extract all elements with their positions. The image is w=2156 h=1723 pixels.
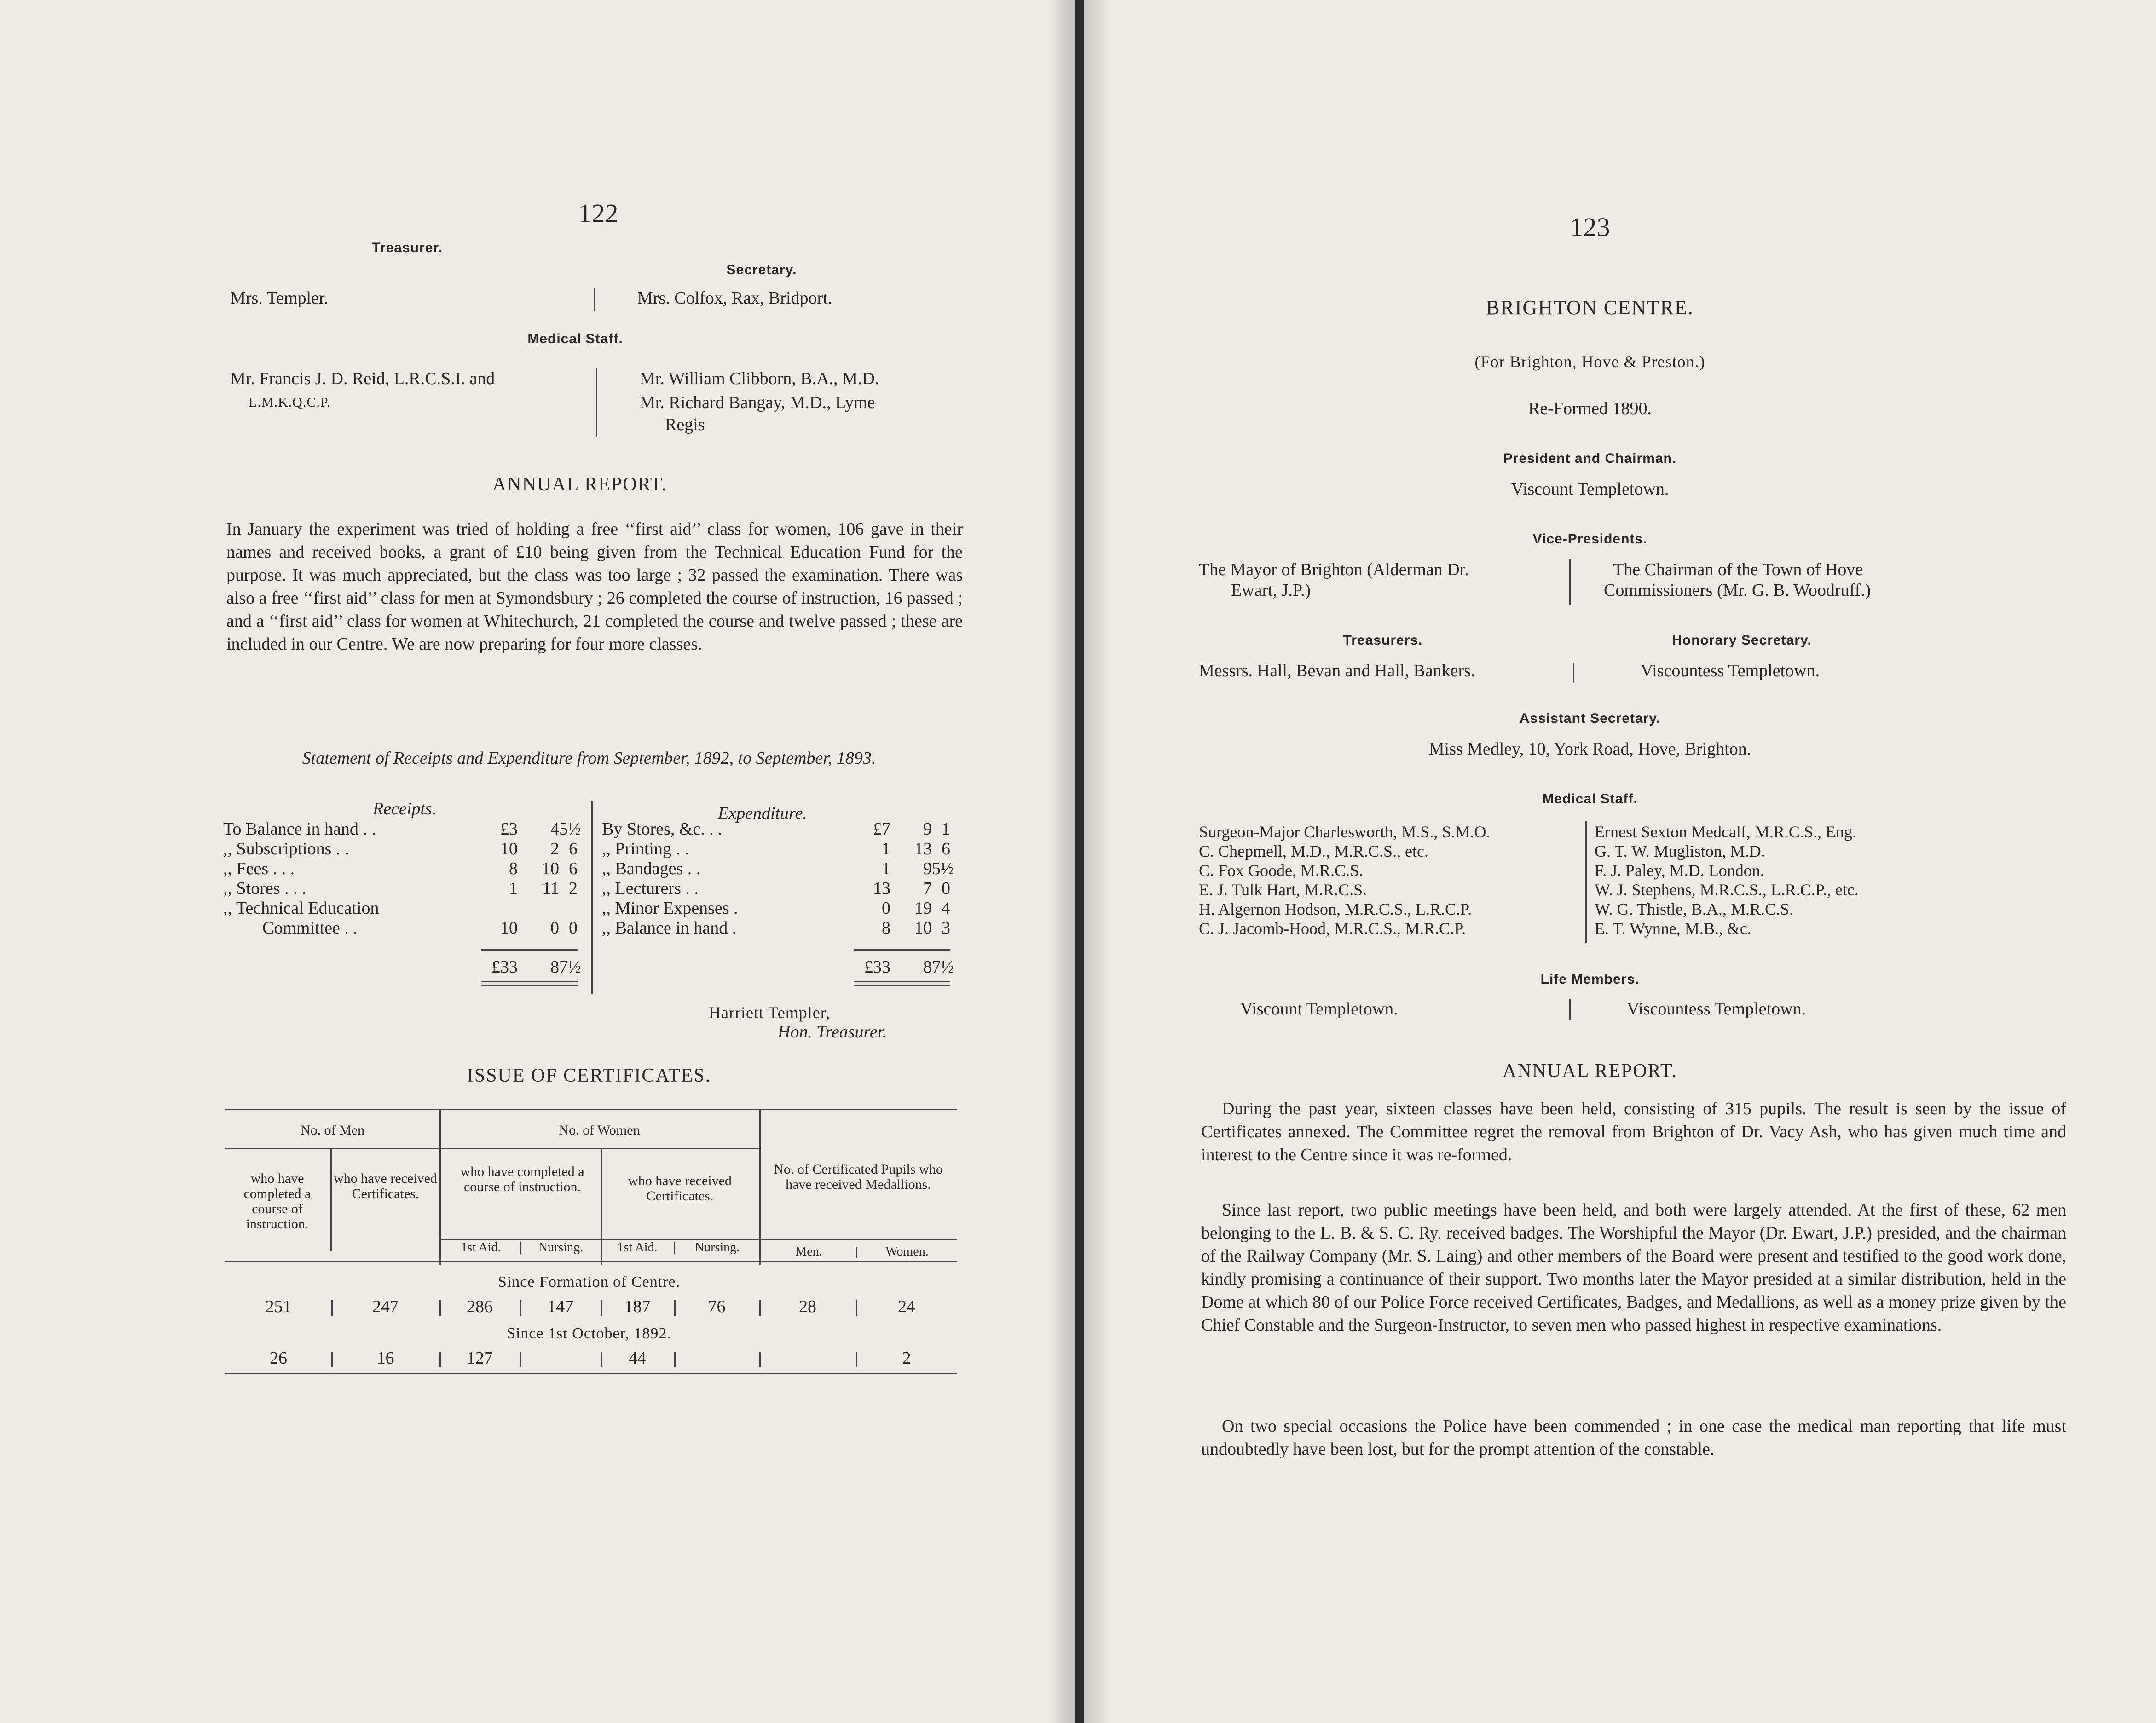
divider	[520, 1352, 521, 1367]
amount-shillings: 13	[914, 839, 932, 859]
account-row	[602, 918, 736, 938]
staff-member: Ernest Sexton Medcalf, M.R.C.S., Eng.	[1595, 823, 1856, 841]
medical-right-line: Mr. William Clibborn, B.A., M.D.	[640, 369, 879, 388]
staff-member: H. Algernon Hodson, M.R.C.S., L.R.C.P.	[1199, 900, 1472, 918]
right-page	[1084, 0, 2156, 1723]
account-label: ,, Minor Expenses .	[602, 899, 738, 918]
amount-pounds: 8	[882, 918, 890, 938]
treasurer-heading: Treasurer.	[372, 240, 443, 255]
medical-left-line: Mr. Francis J. D. Reid, L.R.C.S.I. and	[230, 369, 495, 388]
amount-shillings: 7	[923, 879, 932, 898]
life-member: Viscount Templetown.	[1240, 999, 1398, 1019]
signature-title: Hon. Treasurer.	[778, 1022, 887, 1042]
women-received: who have received Certificates.	[628, 1173, 732, 1204]
staff-member: C. Chepmell, M.D., M.R.C.S., etc.	[1199, 842, 1429, 860]
annual-paragraph: Since last report, two public meetings have been held, and both were largely attended. At the first of these, 62 men belonging to the L. B. & S. C. Ry. received badges. The Worshipful the Mayor (Dr. Ewart, J.P.) presided, and the chairman of the Railway Company (Mr. S. Laing) and other members of the Board were present and testified to the good work done, kindly promising a continuance of their support. Two months later the Mayor presided at a similar distribution, held in the Dome at which 80 of our Police Force received Certificates, Badges, and Medallions, as well as a money prize given by the Chief Constable and the Surgeon-Instructor, to seven men who passed highest in respective examinations.	[1201, 1200, 2066, 1335]
treasurers-heading: Treasurers.	[1343, 633, 1423, 648]
amount-shillings: 0	[550, 918, 559, 938]
expenditure-heading: Expenditure.	[718, 804, 807, 823]
table-cell: 28	[799, 1297, 816, 1316]
divider	[439, 1300, 441, 1316]
account-row	[602, 878, 699, 899]
men-completed: who have completed a course of instruction.	[243, 1171, 311, 1232]
account-row	[602, 859, 700, 879]
divider	[591, 801, 593, 994]
annual-report-heading: ANNUAL REPORT.	[492, 474, 668, 495]
divider	[1569, 559, 1571, 605]
amount-pounds: £7	[873, 819, 890, 839]
nursing-label: Nursing.	[538, 1240, 584, 1255]
secretary-name: Mrs. Colfox, Rax, Bridport.	[637, 288, 832, 308]
table-cell: 247	[372, 1297, 399, 1316]
account-label: ,, Fees . . .	[223, 859, 295, 878]
page-number: 122	[578, 198, 618, 228]
amount-pounds: 1	[882, 859, 890, 878]
divider	[674, 1352, 676, 1367]
account-row	[223, 898, 379, 918]
account-row	[262, 918, 358, 938]
receipts-heading: Receipts.	[373, 799, 437, 818]
account-row	[602, 898, 738, 918]
staff-member: F. J. Paley, M.D. London.	[1595, 861, 1764, 880]
president-name: Viscount Templetown.	[1511, 479, 1669, 499]
divider	[601, 1300, 602, 1316]
women-sub-label: Women.	[885, 1245, 929, 1259]
men-sub-label: Men.	[795, 1245, 822, 1259]
staff-member: C. Fox Goode, M.R.C.S.	[1199, 861, 1364, 880]
divider	[856, 1352, 857, 1367]
vice-left-line: The Mayor of Brighton (Alderman Dr.	[1199, 560, 1469, 579]
amount-pence: 3	[942, 918, 950, 938]
divider	[759, 1300, 761, 1316]
amount-pounds: 8	[509, 859, 518, 878]
account-row	[602, 819, 723, 839]
nursing-label: Nursing.	[694, 1240, 740, 1255]
amount-shillings: 4	[550, 819, 559, 839]
amount-pence: 0	[942, 879, 950, 898]
table-cell: 127	[467, 1348, 493, 1368]
rule	[481, 985, 578, 986]
amount-pence: 1	[942, 819, 950, 839]
divider	[1573, 663, 1574, 683]
account-row	[223, 878, 306, 899]
medallion-header: No. of Certificated Pupils who have received Medallions.	[774, 1162, 943, 1192]
account-row	[223, 819, 376, 839]
amount-pence: 5½	[559, 819, 581, 839]
vice-presidents-heading: Vice-Presidents.	[1532, 531, 1647, 547]
secretary-heading: Secretary.	[726, 262, 797, 277]
amount-pence: 0	[569, 918, 578, 938]
treasurer-name: Mrs. Templer.	[230, 288, 329, 308]
divider	[674, 1300, 676, 1316]
account-label: By Stores, &c. . .	[602, 819, 723, 839]
divider	[856, 1300, 857, 1316]
table-cell: 2	[902, 1348, 911, 1368]
life-members-heading: Life Members.	[1540, 972, 1640, 987]
amount-pence: 2	[569, 879, 578, 898]
table-cell: 26	[270, 1348, 287, 1368]
amount-shillings: 9	[923, 819, 932, 839]
amount-pounds: 1	[509, 879, 518, 898]
account-row	[602, 839, 689, 859]
divider	[594, 288, 595, 311]
certificates-heading: ISSUE OF CERTIFICATES.	[467, 1065, 711, 1086]
divider	[1585, 821, 1587, 943]
annual-paragraph: During the past year, sixteen classes have been held, consisting of 315 pupils. The result is seen by the issue of Certificates annexed. The Committee regret the removal from Brighton of Dr. Vacy Ash, who has given much time and interest to the Centre since it was re-formed.	[1201, 1099, 2066, 1164]
account-row	[223, 859, 295, 879]
divider	[331, 1352, 333, 1367]
divider	[520, 1300, 521, 1316]
vice-right-line: Commissioners (Mr. G. B. Woodruff.)	[1604, 581, 1871, 600]
annual-report-text: In January the experiment was tried of holding a free ‘‘first aid’’ class for women, 106 gave in their names and received books, a grant of £10 being given from the Technical Education Fund for the purpose. It was much appreciated, but the class was too large ; 32 passed the examination. There was also a free ‘‘first aid’’ class for men at Symondsbury ; 26 completed the course of instruction, 16 passed ; and a ‘‘first aid’’ class for women at Whitechurch, 21 completed the course and twelve passed ; these are included in our Centre. We are now preparing for four more classes.	[226, 519, 963, 654]
account-label: ,, Stores . . .	[223, 879, 306, 898]
table-cell: 251	[265, 1297, 292, 1316]
account-label: ,, Bandages . .	[602, 859, 701, 878]
rule	[481, 981, 578, 982]
staff-member: E. T. Wynne, M.B., &c.	[1595, 919, 1751, 938]
account-label: ,, Printing . .	[602, 839, 689, 859]
amount-pence: 4	[942, 899, 950, 918]
amount-pence: 6	[569, 859, 578, 878]
vice-right-line: The Chairman of the Town of Hove	[1613, 560, 1863, 579]
signature-name: Harriett Templer,	[709, 1003, 831, 1022]
divider	[596, 368, 597, 437]
table-cell: 24	[898, 1297, 915, 1316]
reformed-date: Re-Formed 1890.	[1528, 399, 1652, 418]
rule	[854, 949, 950, 951]
divider	[331, 1300, 333, 1316]
amount-pence: 5½	[932, 859, 954, 878]
life-member: Viscountess Templetown.	[1627, 999, 1806, 1019]
statement-heading: Statement of Receipts and Expenditure from September, 1892, to September, 1893.	[302, 749, 876, 768]
divider	[1569, 999, 1571, 1020]
divider	[759, 1352, 761, 1367]
amount-pounds: 10	[500, 918, 518, 938]
amount-pounds: 13	[873, 879, 890, 898]
rule	[854, 981, 950, 982]
table-cell: 44	[629, 1348, 646, 1368]
amount-shillings: 19	[914, 899, 932, 918]
page-number: 123	[1570, 212, 1610, 242]
table-cell: 187	[624, 1297, 651, 1316]
women-completed: who have completed a course of instruction.	[460, 1164, 584, 1194]
account-label: Committee . .	[262, 918, 358, 938]
women-header: No. of Women	[559, 1123, 640, 1138]
divider	[439, 1352, 441, 1367]
vice-left-line: Ewart, J.P.)	[1231, 581, 1311, 600]
asst-sec-heading: Assistant Secretary.	[1519, 711, 1661, 726]
divider	[601, 1352, 602, 1367]
staff-member: Surgeon-Major Charlesworth, M.S., S.M.O.	[1199, 823, 1491, 841]
asst-sec-name: Miss Medley, 10, York Road, Hove, Brighton.	[1428, 739, 1751, 759]
centre-subtitle: (For Brighton, Hove & Preston.)	[1474, 352, 1705, 371]
staff-member: G. T. W. Mugliston, M.D.	[1595, 842, 1765, 860]
account-label: ,, Technical Education	[223, 899, 379, 918]
men-header: No. of Men	[300, 1123, 365, 1138]
account-label: ,, Balance in hand .	[602, 918, 737, 938]
amount-shillings: 9	[923, 859, 932, 878]
since-formation-label: Since Formation of Centre.	[497, 1274, 681, 1291]
table-cell: 16	[376, 1348, 394, 1368]
medical-right-line: Regis	[665, 415, 705, 434]
first-aid-label: 1st Aid.	[461, 1240, 501, 1255]
amount-pence: 6	[569, 839, 578, 859]
annual-report-heading: ANNUAL REPORT.	[1502, 1060, 1678, 1082]
account-row	[223, 839, 349, 859]
medical-heading: Medical Staff.	[1542, 791, 1638, 807]
table-cell: 76	[708, 1297, 726, 1316]
men-received: who have received Certificates.	[334, 1171, 437, 1201]
table-cell: 286	[467, 1297, 493, 1316]
staff-member: W. G. Thistle, B.A., M.R.C.S.	[1595, 900, 1794, 918]
amount-shillings: 11	[542, 879, 559, 898]
amount-pounds: 1	[882, 839, 890, 859]
account-label: ,, Subscriptions . .	[223, 839, 349, 859]
table-cell: 147	[547, 1297, 573, 1316]
amount-pounds: 0	[882, 899, 890, 918]
amount-pounds: £3	[500, 819, 518, 839]
amount-shillings: 10	[914, 918, 932, 938]
account-label: To Balance in hand . .	[223, 819, 376, 839]
since-october-label: Since 1st October, 1892.	[507, 1325, 671, 1342]
annual-paragraph: On two special occasions the Police have been commended ; in one case the medical man reporting that life must undoubtedly have been lost, but for the prompt attention of the constable.	[1201, 1417, 2066, 1459]
staff-member: W. J. Stephens, M.R.C.S., L.R.C.P., etc.	[1595, 881, 1859, 899]
amount-pence: 6	[942, 839, 950, 859]
amount-shillings: 2	[550, 839, 559, 859]
rule	[854, 985, 950, 986]
staff-member: C. J. Jacomb-Hood, M.R.C.S., M.R.C.P.	[1199, 919, 1466, 938]
rule	[481, 949, 578, 951]
hon-sec-heading: Honorary Secretary.	[1672, 633, 1812, 648]
amount-pounds: 10	[500, 839, 518, 859]
account-label: ,, Lecturers . .	[602, 879, 699, 898]
president-heading: President and Chairman.	[1503, 451, 1677, 466]
staff-member: E. J. Tulk Hart, M.R.C.S.	[1199, 881, 1367, 899]
centre-title: BRIGHTON CENTRE.	[1486, 296, 1694, 319]
medical-right-line: Mr. Richard Bangay, M.D., Lyme	[640, 393, 875, 412]
medical-left-line: L.M.K.Q.C.P.	[249, 395, 331, 410]
hon-sec-name: Viscountess Templetown.	[1641, 661, 1820, 680]
medical-staff-heading: Medical Staff.	[527, 331, 623, 346]
left-page: 122 Treasurer. Secretary. Mrs. Templer. Mrs. Colfox, Rax, Bridport. Medical Staff. Mr. Francis J. D. Reid, L.R.C.S.I. and L.M.K.Q.C.P. Mr. William Clibborn, B.A., M.D. Mr. Richard Bangay, M.D., Lyme Regis ANNUAL REPORT. In January the experiment was tried of holding a free ‘‘first aid’’ class for women, 106 gave in their names and received books, a grant of £10 being given from the Technical Education Fund for the purpose. It was much appreciated, but the class was too large ; 32 passed the examination. There was also a free ‘‘first aid’’ class for men at Symondsbury ; 26 completed the course of instruction, 16 passed ; and a ‘‘first aid’’ class for women at Whitechurch, 21 completed the course and twelve passed ; these are included in our Centre. We are now preparing for four more classes. Statement of Receipts and Expenditure from September, 1892, to September, 1893. Receipts. Expenditure. To Balance in hand . . £3 4 5½ ,, Subscriptions . . 10 2 6 ,, Fees . . . 8 10 6 ,, Stores . . . 1 11 2 ,, Technical Education Committee . . 10 0 0 By Stores, &c. . . £7 9 1 ,, Printing . . 1 13 6 ,, Bandages . . 1 9 5½ ,, Lecturers . . 13 7 0 ,, Minor Expenses . 0 19 4 ,, Balance in hand . 8 10 3 £33 8 7½ £33 8 7½ Harriett Templer, Hon. Treasurer. ISSUE OF CERTIFICATES. No. of Men No. of Women who have completed a course of instruction. who have received Certificates. who have completed a course of instruction. who have received Certificates. No. of Certificated Pupils who have received Medallions. 1st Aid. Nursing. 1st Aid. Nursing. Men. Women. Since Formation of Centre. 251 247 286 147 187 76 28 24 Since 1st October, 1892. 26 16 127 44 2	[0, 0, 1075, 1723]
treasurers-name: Messrs. Hall, Bevan and Hall, Bankers.	[1199, 661, 1475, 680]
first-aid-label: 1st Aid.	[617, 1240, 658, 1255]
amount-shillings: 10	[542, 859, 559, 878]
